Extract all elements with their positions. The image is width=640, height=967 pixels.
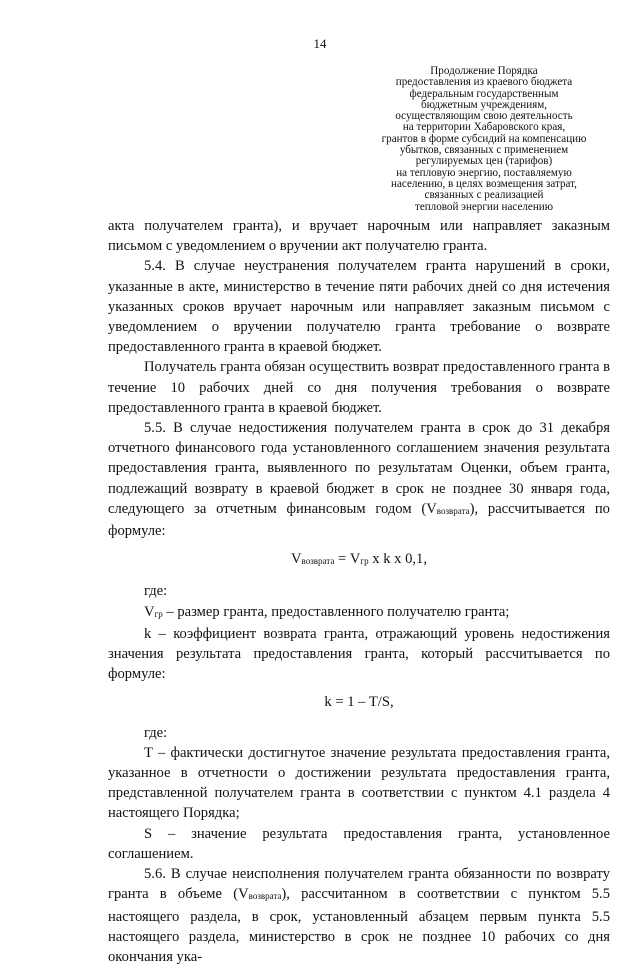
subscript: возврата [436,505,470,516]
subscript: возврата [301,556,335,567]
header-line: грантов в форме субсидий на компенсацию [381,132,587,145]
paragraph-5-6: 5.6. В случае неисполнения получателем гранта обязанности по возврату гранта в объеме (Vвозврата), рассчитанном в соответствии с пунктом 5.5 настоящего раздела, в срок, установленный абзацем первым пункта 5.5 настоящего раздела, министерство в срок не позднее 10 рабочих со дня окончания ука- [108,866,611,965]
paragraph-5-5-text-end: ), рассчитывается по формуле: [108,500,610,540]
header-line: федеральным государственным [409,87,559,100]
header-line: связанных с реализацией [424,189,544,202]
subscript: гр [360,556,369,567]
paragraph-5-4: 5.4. В случае неустранения получателем гранта нарушений в сроки, указанные в акте, министерство в течение пяти рабочих дней со дня истечения указанных сроков вручает нарочным или направляет заказным письмом с уведомлением о вручении получателю гранта требование о возврате предоставленного гранта в краевой бюджет. [108,258,610,356]
paragraph-continuation: акта получателем гранта), и вручает нарочным или направляет заказным письмом с уведомлением о вручении акт получателю гранта. [108,218,610,255]
page-number: 14 [313,36,327,51]
formula-v-return: Vвозврата = Vгр x k x 0,1, [291,551,427,568]
header-line: населению, в целях возмещения затрат, [391,177,577,190]
paragraph-return-obligation: Получатель гранта обязан осуществить возврат предоставленного гранта в течение 10 рабочих дней со дня получения требования о возврате предоставленного гранта в краевой бюджет. [108,359,610,416]
header-line: убытков, связанных с применением [399,144,569,157]
paragraph-5-5-text: 5.5. В случае недостижения получателем гранта в срок до 31 декабря отчетного финансового года установленного соглашением значения результата предоставления гранта, выявленного по результатам Оценки, объем гранта, подлежащий возврату в краевой бюджет в срок не позднее 30 января года, следующего за отчетным финансовым годом (V [108,420,610,517]
subscript: возврата [248,891,282,902]
header-line: предоставления из краевого бюджета [395,76,573,89]
formula-k: k = 1 – T/S, [324,694,394,711]
document-body [108,216,610,967]
subscript: гр [154,608,163,619]
running-header [358,66,610,213]
where-label: где: [144,724,168,741]
where-label: где: [144,583,168,600]
header-title: Продолжение Порядка [430,65,538,77]
definition-s: S – значение результата предоставления гранта, установленное соглашением. [108,825,610,862]
header-line: осуществляющим свою деятельность [395,110,573,123]
header-line: на территории Хабаровского края, [402,121,566,134]
header-line: тепловой энергии населению [414,200,554,213]
definition-vgr: Vгр – размер гранта, предоставленного получателю гранта; [144,603,510,620]
header-line: на тепловую энергию, поставляемую [396,166,572,179]
definition-k: k – коэффициент возврата гранта, отражающий уровень недостижения значения результата предоставления гранта, который рассчитывается по формуле: [108,625,610,683]
paragraph-5-5 [108,418,610,541]
header-line: регулируемых цен (тарифов) [415,155,553,168]
definition-t: T – фактически достигнутое значение результата предоставления гранта, указанное в отчетности о достижении результата предоставления гранта, представленной получателем гранта в соответствии с пунктом 4.1 раздела 4 настоящего Порядка; [108,744,610,822]
header-line: бюджетным учреждениям, [420,98,548,111]
